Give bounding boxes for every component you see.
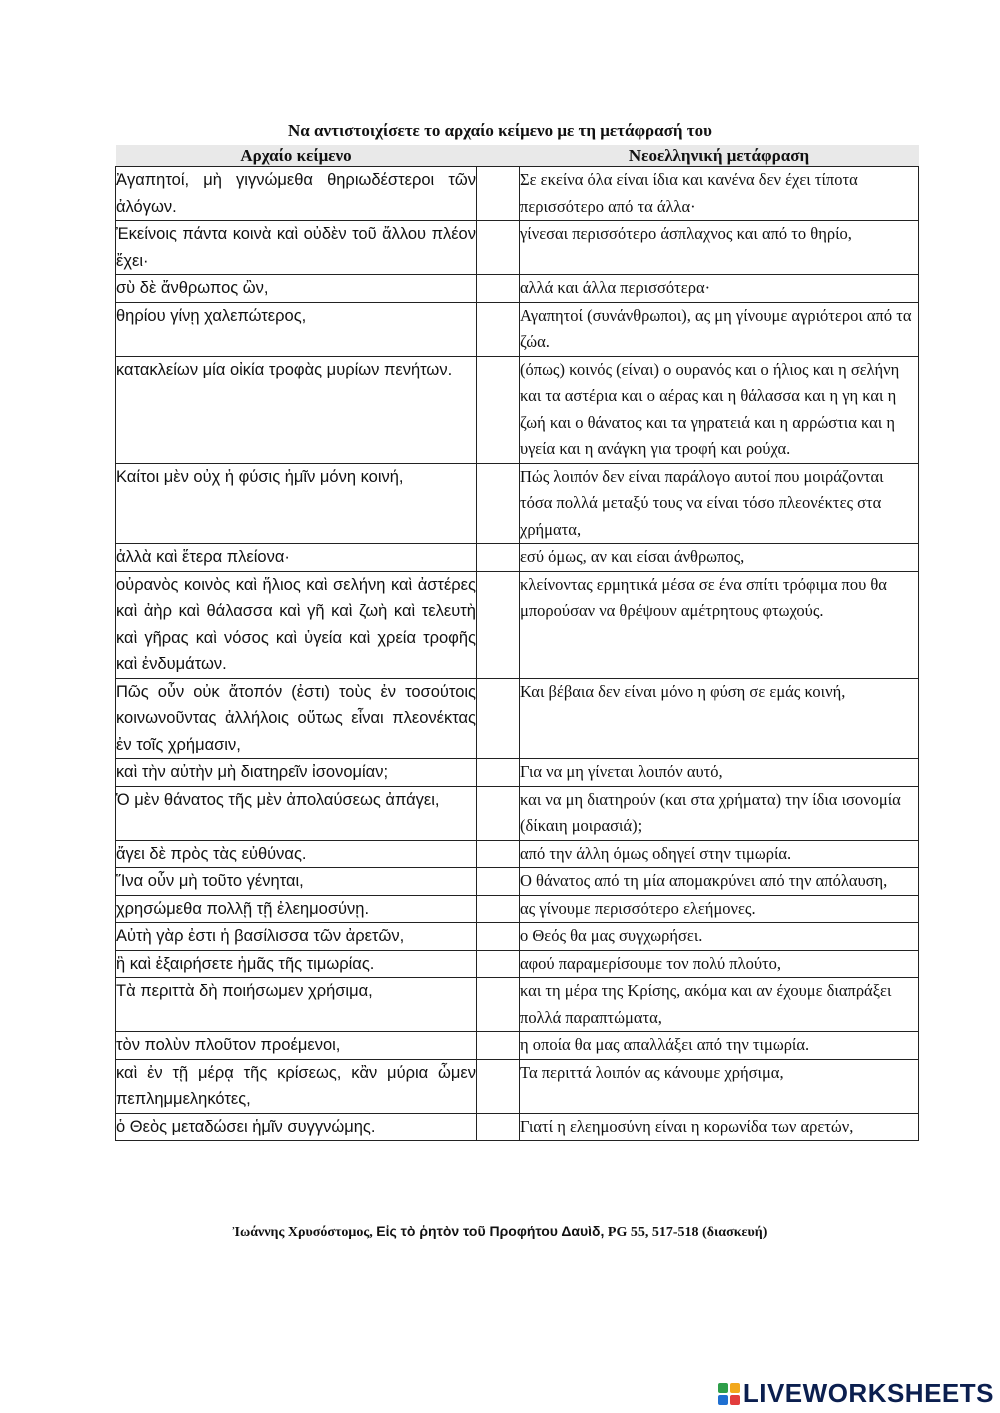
logo-square-4 (730, 1395, 740, 1405)
header-ancient: Αρχαίο κείμενο (116, 145, 477, 167)
match-drop-cell[interactable] (477, 544, 520, 572)
modern-translation-cell: Και βέβαια δεν είναι μόνο η φύση σε εμάς κοινή, (520, 678, 919, 759)
table-row (116, 786, 919, 840)
modern-translation-cell: Πώς λοιπόν δεν είναι παράλογο αυτοί που μοιράζονται τόσα πολλά μεταξύ τους να είναι τόσο πλεονέκτες στα χρήματα, (520, 463, 919, 544)
table-row (116, 950, 919, 978)
modern-translation-cell: η οποία θα μας απαλλάξει από την τιμωρία. (520, 1032, 919, 1060)
header-gap (477, 145, 520, 167)
table-row (116, 302, 919, 356)
ancient-text-cell: Ἀγαπητοί, μὴ γιγνώμεθα θηριωδέστεροι τῶν ἀλόγων. (116, 167, 477, 221)
match-drop-cell[interactable] (477, 221, 520, 275)
match-drop-cell[interactable] (477, 1059, 520, 1113)
match-drop-cell[interactable] (477, 978, 520, 1032)
match-drop-cell[interactable] (477, 840, 520, 868)
table-row (116, 1032, 919, 1060)
ancient-text-cell: Αὐτὴ γὰρ ἐστι ἡ βασίλισσα τῶν ἀρετῶν, (116, 923, 477, 951)
table-row (116, 840, 919, 868)
ancient-text-cell: χρησώμεθα πολλῇ τῇ ἐλεημοσύνῃ. (116, 895, 477, 923)
source-work: Εἰς τὸ ῥητὸν τοῦ Προφήτου Δαυὶδ, (376, 1223, 605, 1239)
match-drop-cell[interactable] (477, 1113, 520, 1141)
modern-translation-cell: Ο θάνατος από τη μία απομακρύνει από την απόλαυση, (520, 868, 919, 896)
table-row (116, 895, 919, 923)
liveworksheets-logo (718, 1378, 994, 1409)
modern-translation-cell: ο Θεός θα μας συγχωρήσει. (520, 923, 919, 951)
ancient-text-cell: θηρίου γίνῃ χαλεπώτερος, (116, 302, 477, 356)
table-row (116, 923, 919, 951)
ancient-text-cell: ὁ Θεὸς μεταδώσει ἡμῖν συγγνώμης. (116, 1113, 477, 1141)
match-drop-cell[interactable] (477, 786, 520, 840)
logo-square-2 (730, 1383, 740, 1393)
table-row (116, 544, 919, 572)
logo-text: LIVEWORKSHEETS (742, 1378, 994, 1408)
table-row (116, 678, 919, 759)
match-drop-cell[interactable] (477, 923, 520, 951)
ancient-text-cell: Τὰ περιττὰ δὴ ποιήσωμεν χρήσιμα, (116, 978, 477, 1032)
modern-translation-cell: και τη μέρα της Κρίσης, ακόμα και αν έχουμε διαπράξει πολλά παραπτώματα, (520, 978, 919, 1032)
modern-translation-cell: αφού παραμερίσουμε τον πολύ πλούτο, (520, 950, 919, 978)
source-ref: PG 55, 517-518 (διασκευή) (607, 1225, 768, 1240)
table-row (116, 571, 919, 678)
ancient-text-cell: Πῶς οὖν οὐκ ἄτοπόν (ἐστι) τοὺς ἐν τοσούτοις κοινωνοῦντας ἀλλήλοις οὕτως εἶναι πλεονέκτας ἐν τοῖς χρήμασιν, (116, 678, 477, 759)
matching-table (115, 145, 919, 1141)
modern-translation-cell: Αγαπητοί (συνάνθρωποι), ας μη γίνουμε αγριότεροι από τα ζώα. (520, 302, 919, 356)
match-drop-cell[interactable] (477, 302, 520, 356)
modern-translation-cell: ας γίνουμε περισσότερο ελεήμονες. (520, 895, 919, 923)
table-row (116, 167, 919, 221)
modern-translation-cell: Για να μη γίνεται λοιπόν αυτό, (520, 759, 919, 787)
modern-translation-cell: κλείνοντας ερμητικά μέσα σε ένα σπίτι τρόφιμα που θα μπορούσαν να θρέψουν αμέτρητους φτωχούς. (520, 571, 919, 678)
table-row (116, 868, 919, 896)
ancient-text-cell: τὸν πολὺν πλοῦτον προέμενοι, (116, 1032, 477, 1060)
modern-translation-cell: και να μη διατηρούν (και στα χρήματα) την ίδια ισονομία (δίκαιη μοιρασιά); (520, 786, 919, 840)
logo-square-1 (718, 1383, 728, 1393)
ancient-text-cell: Ἵνα οὖν μὴ τοῦτο γένηται, (116, 868, 477, 896)
modern-translation-cell: γίνεσαι περισσότερο άσπλαχνος και από το θηρίο, (520, 221, 919, 275)
modern-translation-cell: Σε εκείνα όλα είναι ίδια και κανένα δεν έχει τίποτα περισσότερο από τα άλλα· (520, 167, 919, 221)
modern-translation-cell: Τα περιττά λοιπόν ας κάνουμε χρήσιμα, (520, 1059, 919, 1113)
table-row (116, 463, 919, 544)
match-drop-cell[interactable] (477, 678, 520, 759)
ancient-text-cell: Ἐκείνοις πάντα κοινὰ καὶ οὐδὲν τοῦ ἄλλου πλέον ἔχει· (116, 221, 477, 275)
ancient-text-cell: ἀλλὰ καὶ ἕτερα πλείονα· (116, 544, 477, 572)
logo-square-3 (718, 1395, 728, 1405)
ancient-text-cell: σὺ δὲ ἄνθρωπος ὢν, (116, 275, 477, 303)
match-drop-cell[interactable] (477, 167, 520, 221)
ancient-text-cell: οὐρανὸς κοινὸς καὶ ἥλιος καὶ σελήνη καὶ ἀστέρες καὶ ἀὴρ καὶ θάλασσα καὶ γῆ καὶ ζωὴ καὶ τελευτὴ καὶ γῆρας καὶ νόσος καὶ ὑγεία καὶ χρεία τροφῆς καὶ ἐνδυμάτων. (116, 571, 477, 678)
source-citation (0, 1223, 1000, 1241)
table-row (116, 1113, 919, 1141)
logo-icon (718, 1383, 740, 1405)
table-row (116, 759, 919, 787)
modern-translation-cell: αλλά και άλλα περισσότερα· (520, 275, 919, 303)
match-drop-cell[interactable] (477, 759, 520, 787)
table-row (116, 978, 919, 1032)
ancient-text-cell: ἄγει δὲ πρὸς τὰς εὐθύνας. (116, 840, 477, 868)
modern-translation-cell: (όπως) κοινός (είναι) ο ουρανός και ο ήλιος και η σελήνη και τα αστέρια και ο αέρας και η θάλασσα και η γη και η ζωή και ο θάνατος και τα γηρατειά και η αρρώστια και η υγεία και η ανάγκη για τροφή και ρούχα. (520, 356, 919, 463)
match-drop-cell[interactable] (477, 275, 520, 303)
ancient-text-cell: ἣ καὶ ἐξαιρήσετε ἡμᾶς τῆς τιμωρίας. (116, 950, 477, 978)
match-drop-cell[interactable] (477, 571, 520, 678)
source-author: Ἰωάννης Χρυσόστομος, (232, 1225, 373, 1240)
ancient-text-cell: καὶ τὴν αὐτὴν μὴ διατηρεῖν ἰσονομίαν; (116, 759, 477, 787)
match-drop-cell[interactable] (477, 868, 520, 896)
ancient-text-cell: καὶ ἐν τῇ μέρᾳ τῆς κρίσεως, κἂν μύρια ὦμεν πεπλημμεληκότες, (116, 1059, 477, 1113)
modern-translation-cell: εσύ όμως, αν και είσαι άνθρωπος, (520, 544, 919, 572)
table-row (116, 275, 919, 303)
match-drop-cell[interactable] (477, 1032, 520, 1060)
match-drop-cell[interactable] (477, 950, 520, 978)
match-drop-cell[interactable] (477, 463, 520, 544)
ancient-text-cell: Καίτοι μὲν οὐχ ἡ φύσις ἡμῖν μόνη κοινή, (116, 463, 477, 544)
table-row (116, 1059, 919, 1113)
table-header-row (116, 145, 919, 167)
ancient-text-cell: Ὁ μὲν θάνατος τῆς μὲν ἀπολαύσεως ἀπάγει, (116, 786, 477, 840)
worksheet-title: Να αντιστοιχίσετε το αρχαίο κείμενο με τη μετάφρασή του (288, 121, 712, 140)
match-drop-cell[interactable] (477, 356, 520, 463)
match-drop-cell[interactable] (477, 895, 520, 923)
modern-translation-cell: Γιατί η ελεημοσύνη είναι η κορωνίδα των αρετών, (520, 1113, 919, 1141)
table-row (116, 221, 919, 275)
header-modern: Νεοελληνική μετάφραση (520, 145, 919, 167)
ancient-text-cell: κατακλείων μία οἰκία τροφὰς μυρίων πενήτων. (116, 356, 477, 463)
modern-translation-cell: από την άλλη όμως οδηγεί στην τιμωρία. (520, 840, 919, 868)
table-row (116, 356, 919, 463)
